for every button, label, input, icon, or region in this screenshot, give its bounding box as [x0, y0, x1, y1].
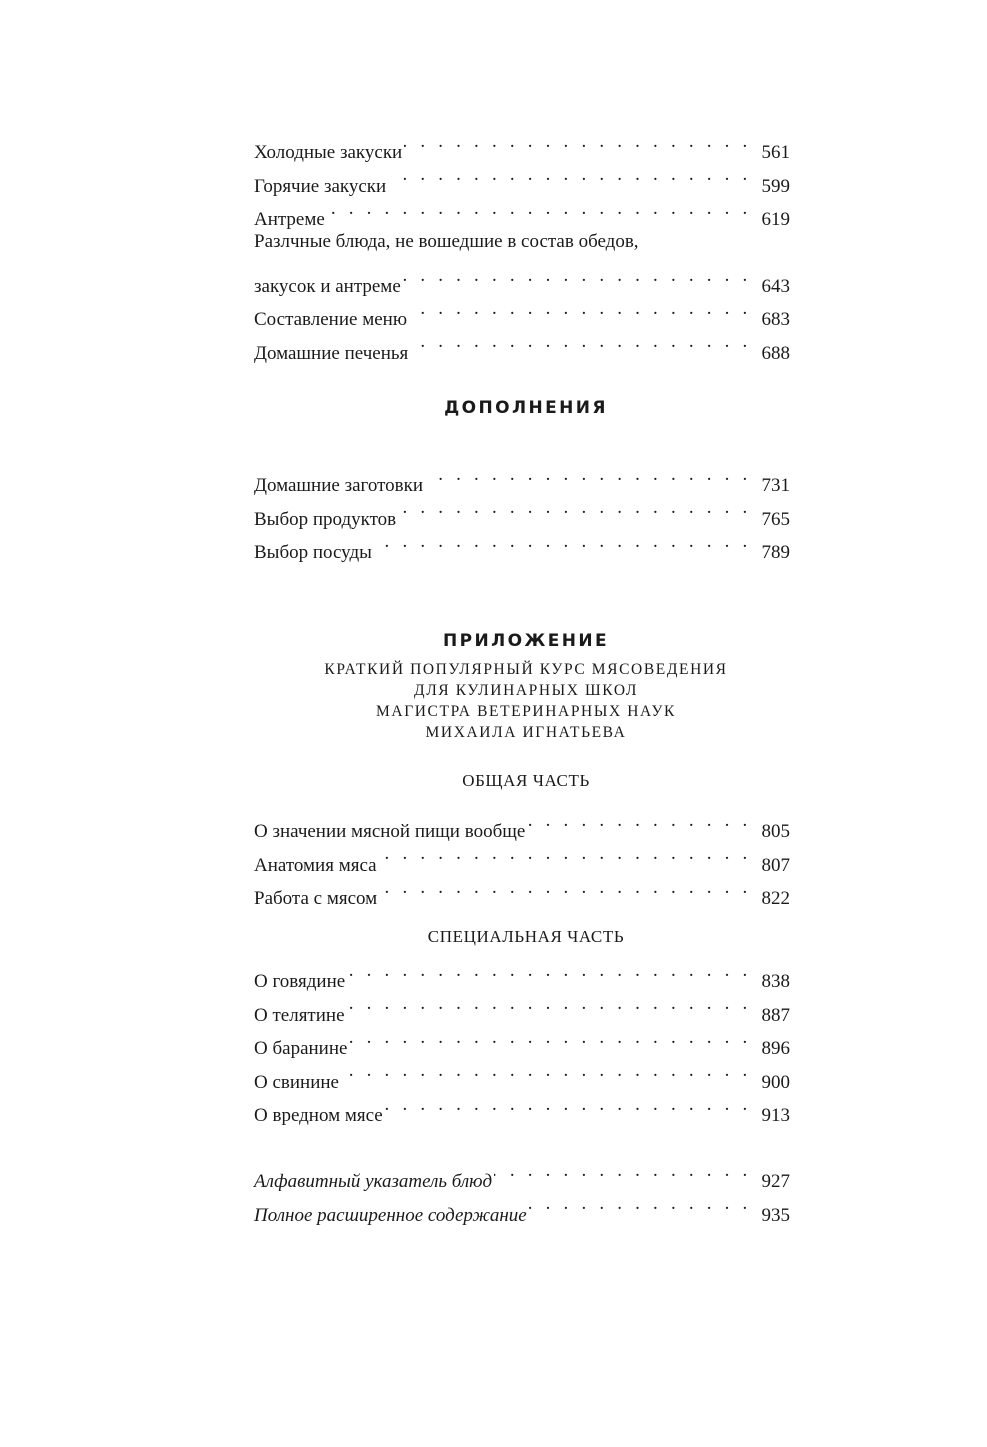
special-part-caption: СПЕЦИАЛЬНАЯ ЧАСТЬ: [427, 927, 625, 946]
toc-entry-label: Холодные закуски: [254, 142, 403, 164]
toc-leader-dots: [494, 1154, 751, 1187]
toc-entry-label: Антреме: [254, 209, 325, 231]
toc-leader-dots: [379, 837, 752, 870]
toc-leader-dots: [404, 125, 751, 158]
toc-leader-dots: [529, 1187, 752, 1220]
toc-general-section: [254, 804, 790, 910]
toc-entry[interactable]: [254, 804, 790, 843]
appendix-subtitle-line: ДЛЯ КУЛИНАРНЫХ ШКОЛ: [414, 682, 638, 699]
toc-entry-label: Алфавитный указатель блюд: [254, 1171, 493, 1193]
toc-entry-page: 807: [761, 854, 790, 876]
toc-entry-label: Выбор продуктов: [254, 508, 397, 530]
toc-leader-dots: [347, 954, 751, 987]
toc-leader-dots: [425, 458, 751, 491]
toc-entry-label: О вредном мясе: [254, 1104, 383, 1126]
toc-top-section: [254, 125, 790, 364]
toc-entry-page: 927: [761, 1171, 790, 1193]
toc-entry-label-line1: Разлчные блюда, не вошедшие в состав обедов,: [254, 231, 639, 253]
toc-indexes-section: [254, 1154, 790, 1226]
toc-entry-page: 822: [761, 888, 790, 910]
toc-leader-dots: [403, 259, 752, 292]
toc-entry-page: 838: [761, 971, 790, 993]
toc-entry-page: 619: [761, 209, 790, 231]
toc-entry-label: О баранине: [254, 1038, 348, 1060]
toc-entry[interactable]: [254, 259, 790, 297]
toc-entry-label-line2: закусок и антреме: [254, 275, 401, 297]
toc-entry-page: 599: [761, 175, 790, 197]
toc-entry-page: 935: [761, 1204, 790, 1226]
toc-leader-dots: [347, 987, 752, 1020]
toc-entry-label: Выбор посуды: [254, 542, 372, 564]
toc-entry-label: О телятине: [254, 1004, 345, 1026]
toc-entry-page: 896: [761, 1038, 790, 1060]
toc-entry[interactable]: [254, 192, 790, 231]
toc-entry-label: О значении мясной пищи вообще: [254, 821, 526, 843]
toc-entry[interactable]: [254, 458, 790, 497]
toc-entry-page: 887: [761, 1004, 790, 1026]
toc-entry-page: 900: [761, 1071, 790, 1093]
toc-entry-label: О говядине: [254, 971, 346, 993]
toc-leader-dots: [374, 525, 752, 558]
appendix-subtitle-line: МАГИСТРА ВЕТЕРИНАРНЫХ НАУК: [376, 703, 676, 720]
toc-entry-wrapped-line[interactable]: [254, 225, 790, 258]
toc-entry-label: О свинине: [254, 1071, 339, 1093]
toc-entry-page: 765: [761, 508, 790, 530]
toc-leader-dots: [385, 1088, 752, 1121]
toc-entry-label: Горячие закуски: [254, 175, 387, 197]
toc-entry-label: Домашние печенья: [254, 342, 409, 364]
toc-entry[interactable]: [254, 954, 790, 993]
toc-leader-dots: [527, 804, 751, 837]
toc-entry-label: Работа с мясом: [254, 888, 378, 910]
toc-entry-page: 789: [761, 542, 790, 564]
toc-entry-page: 683: [761, 309, 790, 331]
toc-entry[interactable]: [254, 125, 790, 164]
toc-entry-page: 913: [761, 1104, 790, 1126]
toc-entry-label: Составление меню: [254, 309, 408, 331]
toc-entry-page: 805: [761, 821, 790, 843]
toc-leader-dots: [410, 325, 751, 358]
appendix-subtitle-line: МИХАИЛА ИГНАТЬЕВА: [425, 724, 627, 741]
general-part-caption: ОБЩАЯ ЧАСТЬ: [462, 771, 590, 790]
toc-leader-dots: [398, 491, 751, 524]
toc-entry-label: Полное расширенное содержание: [254, 1204, 527, 1226]
toc-leader-dots: [327, 192, 752, 225]
toc-entry-label: Анатомия мяса: [254, 854, 377, 876]
toc-leader-dots: [341, 1054, 752, 1087]
toc-additions-section: [254, 458, 790, 564]
toc-leader-dots: [388, 158, 751, 191]
toc-entry-page: 688: [761, 342, 790, 364]
toc-leader-dots: [349, 1021, 751, 1054]
additions-heading: ДОПОЛНЕНИЯ: [444, 398, 608, 418]
toc-entry-label: Домашние заготовки: [254, 475, 424, 497]
appendix-subtitle-line: КРАТКИЙ ПОПУЛЯРНЫЙ КУРС МЯСОВЕДЕНИЯ: [324, 661, 728, 678]
appendix-subtitle: [0, 659, 987, 743]
toc-entry-page: 643: [761, 275, 790, 297]
toc-entry-page: 561: [761, 142, 790, 164]
appendix-heading: ПРИЛОЖЕНИЕ: [443, 631, 609, 651]
toc-leader-dots: [379, 871, 751, 904]
toc-entry[interactable]: [254, 1154, 790, 1193]
toc-special-section: [254, 954, 790, 1126]
toc-leader-dots: [409, 292, 751, 325]
toc-entry-page: 731: [761, 475, 790, 497]
